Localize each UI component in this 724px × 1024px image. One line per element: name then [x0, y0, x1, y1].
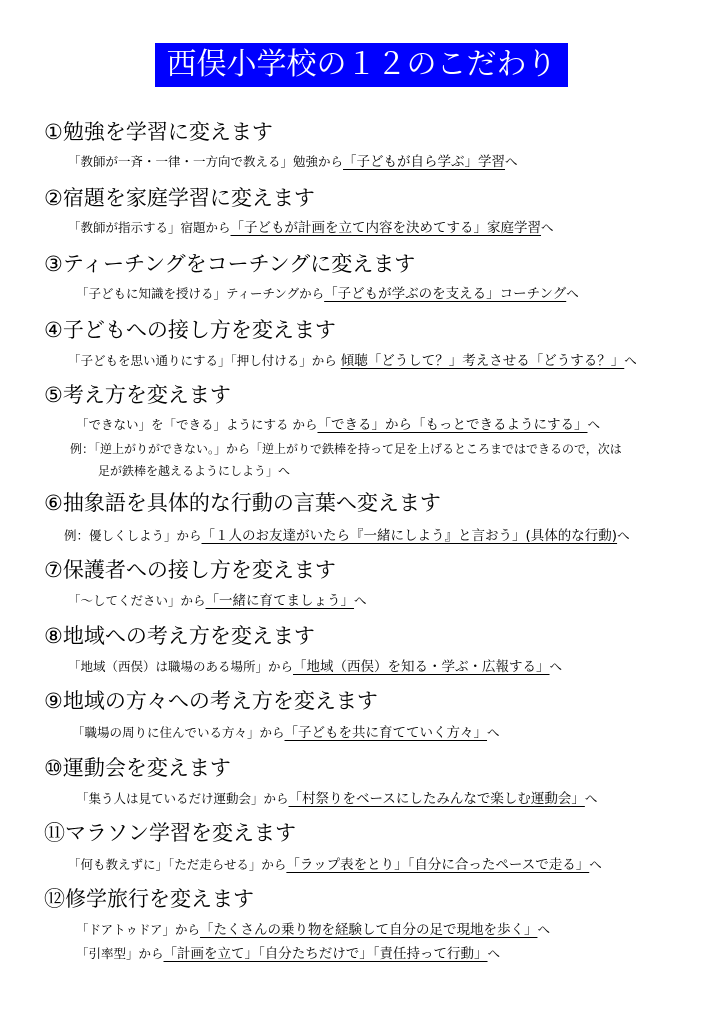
item-9-heading: ⑨地域の方々への考え方を変えます [44, 689, 378, 713]
item-3-line [76, 285, 579, 303]
line-suffix: へ [505, 154, 518, 169]
item-5-heading: ⑤考え方を変えます [44, 383, 231, 407]
line-suffix: へ [587, 417, 600, 432]
line-suffix: へ [549, 659, 563, 674]
underlined-text: 「ラップ表をとり」「自分に合ったペースで走る」 [286, 857, 590, 873]
underlined-text: 「一緒に育てましょう」 [205, 593, 355, 609]
page-title: 西俣小学校の１２のこだわり [155, 43, 568, 87]
item-12-heading: ⑫修学旅行を変えます [44, 887, 254, 911]
underlined-text: 「地域（西俣）を知る・学ぶ・広報する」 [293, 659, 550, 675]
item-9-line [72, 724, 500, 742]
line-prefix: 「教師が一斉・一律・一方向で教える」勉強から [68, 154, 344, 169]
line-prefix: 「地域（西俣）は職場のある場所」から [68, 659, 294, 674]
item-3-heading: ③ティーチングをコーチングに変えます [44, 252, 416, 276]
item-7-line [68, 592, 367, 610]
item-12-line-1 [76, 921, 550, 939]
item-10-heading: ⑩運動会を変えます [44, 756, 231, 780]
line-prefix: 「何も教えずに」「ただ走らせる」から [68, 857, 287, 872]
item-5-line [76, 416, 600, 434]
item-1-line [68, 153, 518, 171]
item-4-line [68, 352, 637, 370]
underlined-text: 「できる」から「もっとできるようにする」 [317, 417, 588, 433]
item-10-line [76, 790, 597, 808]
line-suffix: へ [617, 528, 630, 543]
line-prefix: 「子どもを思い通りにする」「押し付ける」から [68, 353, 341, 368]
item-1-heading: ①勉強を学習に変えます [44, 120, 273, 144]
underlined-text: 「１人のお友達がいたら『一緒にしよう』と言おう」(具体的な行動) [201, 528, 618, 544]
line-prefix: 「職場の周りに住んでいる方々」から [72, 725, 285, 740]
item-5-example-line-continued: 足が鉄棒を越えるようにしよう」へ [98, 464, 291, 478]
line-suffix: へ [354, 593, 367, 608]
underlined-text: 「子どもが計画を立て内容を決めてする」家庭学習 [230, 220, 542, 236]
underlined-text: 「子どもが学ぶのを支える」コーチング [324, 286, 567, 302]
item-11-line [68, 856, 602, 874]
line-prefix: 「引率型」から [76, 946, 164, 961]
item-12-line-2 [76, 945, 500, 963]
item-2-line [68, 219, 554, 237]
line-prefix: 「子どもに知識を授ける」ティーチングから [76, 286, 325, 301]
line-suffix: へ [566, 286, 579, 301]
line-prefix: 「集う人は見ているだけ運動会」から [76, 791, 289, 806]
line-suffix: へ [589, 857, 602, 872]
line-prefix: 例：優しくしよう」から [64, 528, 202, 543]
line-suffix: へ [541, 220, 554, 235]
item-8-heading: ⑧地域への考え方を変えます [44, 624, 315, 648]
line-suffix: へ [487, 725, 500, 740]
item-6-heading: ⑥抽象語を具体的な行動の言葉へ変えます [44, 491, 441, 515]
item-11-heading: ⑪マラソン学習を変えます [44, 821, 296, 845]
item-8-line [68, 658, 562, 676]
line-suffix: へ [584, 791, 598, 806]
item-6-line [64, 527, 630, 545]
line-suffix: へ [624, 353, 637, 368]
underlined-text: 「子どもを共に育てていく方々」 [284, 725, 488, 741]
item-5-example-line: 例：「逆上がりができない。」から「逆上がりで鉄棒を持って足を上げるところまではできるので，次は [70, 442, 622, 456]
line-prefix: 「ドアトゥドア」から [76, 922, 200, 937]
underlined-text: 「子どもが自ら学ぶ」学習 [343, 154, 506, 170]
line-prefix: 「教師が指示する」宿題から [68, 220, 231, 235]
line-suffix: へ [487, 946, 501, 961]
underlined-text: 「村祭りをベースにしたみんなで楽しむ運動会」 [288, 791, 585, 807]
line-suffix: へ [537, 922, 550, 937]
item-2-heading: ②宿題を家庭学習に変えます [44, 186, 315, 210]
line-prefix: 「～してください」から [68, 593, 206, 608]
item-7-heading: ⑦保護者への接し方を変えます [44, 558, 336, 582]
line-prefix: 「できない」を「できる」ようにする から [76, 417, 318, 432]
underlined-text: 「計画を立て」「自分たちだけで」「責任持って行動」 [163, 946, 488, 962]
underlined-text: 傾聴「どうして？」考えさせる「どうする？」 [340, 353, 625, 369]
underlined-text: 「たくさんの乗り物を経験して自分の足で現地を歩く」 [199, 922, 538, 938]
item-4-heading: ④子どもへの接し方を変えます [44, 318, 336, 342]
